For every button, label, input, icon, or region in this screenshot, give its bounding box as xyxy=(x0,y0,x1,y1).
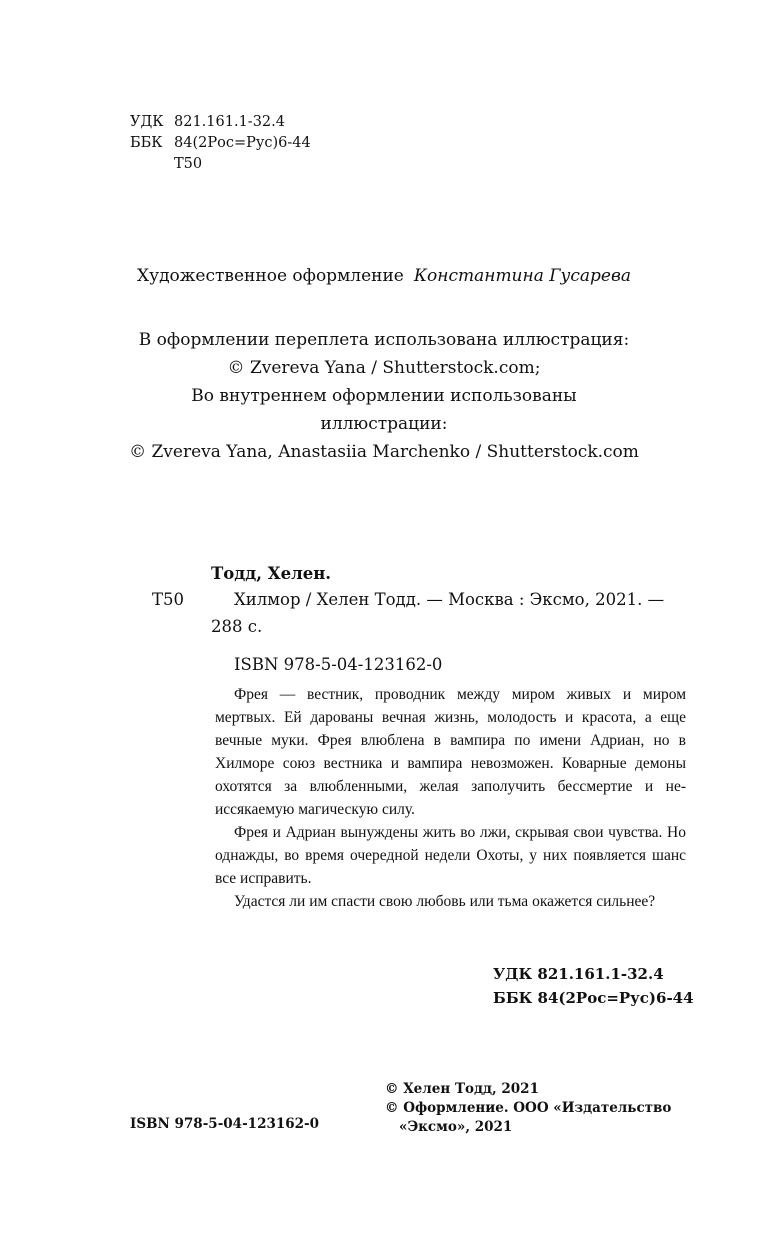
entry-mark: Т50 xyxy=(152,590,185,609)
author-mark-spacer xyxy=(130,154,174,175)
design-credit xyxy=(0,264,768,288)
copyright-design: © Оформление. ООО «Издательство xyxy=(385,1100,672,1116)
annotation-paragraph: Фрея и Адриан вынуждены жить во лжи, скрывая свои чувства. Но однажды, во время очередной недели Охоты, у них появляется шанс все исправить. xyxy=(215,824,686,887)
copyright-design-cont: «Эксмо», 2021 xyxy=(399,1119,513,1135)
author-mark: Т50 xyxy=(174,156,203,172)
udk-row xyxy=(130,112,311,133)
udk-label: УДК xyxy=(130,114,164,130)
author-mark-row xyxy=(130,154,311,175)
footer-isbn: ISBN 978-5-04-123162-0 xyxy=(130,1116,320,1132)
annotation-paragraph: Фрея — вестник, проводник между миром живых и миром мертвых. Ей дарованы вечная жизнь, молодость и красота, а еще вечные муки. Фрея влюблена в вампира по имени Адриан, но в Хилморе союз вестника и вампира невозможен. Коварные демоны охотятся за влюбленными, желая заполучить бессмертие и неиссякаемую магическую силу. xyxy=(215,686,686,818)
udk-code: 821.161.1-32.4 xyxy=(174,114,285,130)
design-artist: Константина Гусарева xyxy=(413,266,631,286)
annotation-paragraph: Удастся ли им спасти свою любовь или тьма окажется сильнее? xyxy=(234,893,656,910)
illustration-line: © Zvereva Yana, Anastasiia Marchenko / Shutterstock.com xyxy=(129,442,639,462)
entry-isbn: ISBN 978-5-04-123162-0 xyxy=(234,655,443,674)
copyright-block xyxy=(385,1080,671,1137)
illustration-line: иллюстрации: xyxy=(320,414,448,434)
illustration-line: Во внутреннем оформлении использованы xyxy=(191,386,577,406)
classification-block xyxy=(130,112,311,175)
illustration-line: В оформлении переплета использована иллюстрация: xyxy=(138,330,630,350)
illustration-line: © Zvereva Yana / Shutterstock.com; xyxy=(227,358,541,378)
bbk-code: 84(2Рос=Рус)6-44 xyxy=(174,135,311,151)
illustration-credits xyxy=(0,326,768,466)
bbk-label: ББК xyxy=(130,135,163,151)
bibliographic-line: Хилмор / Хелен Тодд. — Москва : Эксмо, 2021. — xyxy=(234,590,665,609)
author-heading: Тодд, Хелен. xyxy=(211,564,332,583)
annotation-bbk: ББК 84(2Рос=Рус)6-44 xyxy=(493,989,694,1007)
design-label: Художественное оформление xyxy=(136,266,404,286)
bbk-row xyxy=(130,133,311,154)
annotation xyxy=(215,683,686,913)
annotation-udk: УДК 821.161.1-32.4 xyxy=(493,965,664,983)
page-count: 288 с. xyxy=(211,617,263,636)
annotation-codes xyxy=(493,962,694,1010)
copyright-author: © Хелен Тодд, 2021 xyxy=(385,1081,539,1097)
